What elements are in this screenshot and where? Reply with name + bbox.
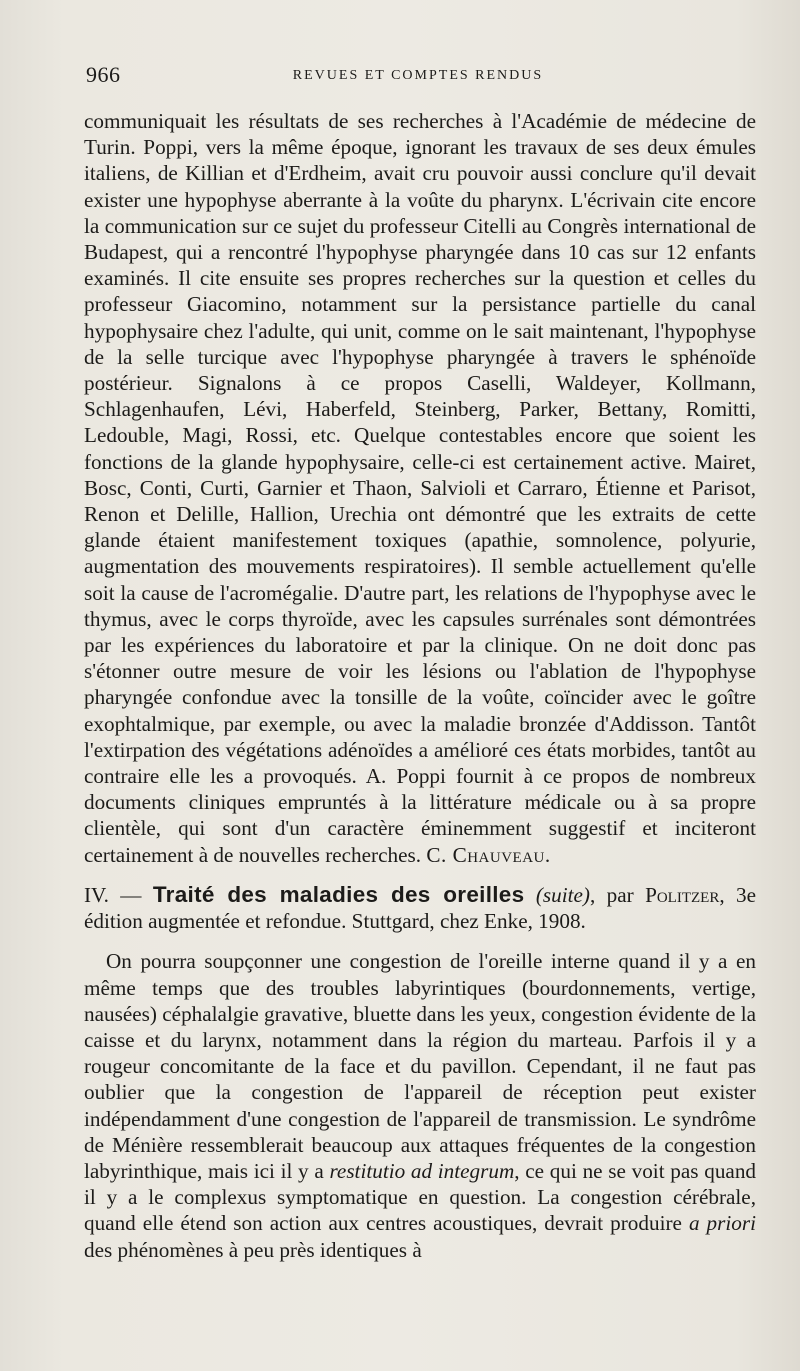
italic-a-priori: a priori [688,1211,756,1236]
running-head: REVUES ET COMPTES RENDUS [292,68,544,83]
section-author: Politzer [645,882,720,907]
page-header [86,62,750,92]
section-suite: (suite) [535,882,590,907]
paragraph2-part2: , ce qui ne se voit pas quand il y a le complexus symptomatique en question. La congestion cérébrale, quand elle étend son action aux centres acoustiques, devrait produire [84,1158,757,1236]
page-number: 966 [86,62,121,87]
section-numeral: IV. — [84,882,153,907]
paragraph2-part3: des phénomènes à peu près identiques à [84,1237,422,1262]
section-by: , par [589,882,646,907]
paragraph-text: communiquait les résultats de ses recherches à l'Académie de médecine de Turin. Poppi, vers la même époque, ignorant les travaux de ses deux émules italiens, de Killian et d'Erdheim, avait cru pouvoir aussi conclure qu'il devait exister une hypophyse aberrante à la voûte du pharynx. L'écrivain cite encore la communication sur ce sujet du professeur Citelli au Congrès international de Budapest, qui a rencontré l'hypophyse pharyngée dans 10 cas sur 12 enfants examinés. Il cite ensuite ses propres recherches sur la question et celles du professeur Giacomino, notamment sur la persistance partielle du canal hypophysaire chez l'adulte, qui unit, comme on le sait maintenant, l'hypophyse de la selle turcique avec l'hypophyse pharyngée à travers le sphénoïde postérieur. Signalons à ce propos Caselli, Waldeyer, Kollmann, Schlagenhaufen, Lévi, Haberfeld, Steinberg, Parker, Bettany, Romitti, Ledouble, Magi, Rossi, etc. Quelque contestables encore que soient les fonctions de la glande hypophysaire, celle-ci est certainement active. Mairet, Bosc, Conti, Curti, Garnier et Thaon, Salvioli et Carraro, Étienne et Parisot, Renon et Delille, Hallion, Urechia ont démontré que les extraits de cette glande étaient manifestement toxiques (apathie, somnolence, polyurie, augmentation des mouvements respiratoires). Il semble actuellement qu'elle soit la cause de l'acromégalie. D'autre part, les relations de l'hypophyse avec le thymus, avec le corps thyroïde, avec les capsules surrénales sont démontrées par les expériences du laboratoire et par la clinique. On ne doit donc pas s'étonner outre mesure de voir les lésions ou l'ablation de l'hypophyse pharyngée confondue avec la tonsille de la voûte, coïncider avec le goître exophtalmique, par exemple, ou avec la maladie bronzée d'Addisson. Tantôt l'extirpation des végétations adénoïdes a amélioré ces états morbides, tantôt au contraire elle les a provoqués. A. Poppi fournit à ce propos de nombreux documents cliniques empruntés à la littérature médicale ou à sa propre clientèle, qui sont d'un caractère éminemment suggestif et inciteront certainement à de nouvelles recherches. [84,109,756,867]
italic-restitutio: restitutio ad integrum [329,1158,515,1183]
paragraph-ear-congestion [84,948,756,1262]
paragraph2-part1: On pourra soupçonner une congestion de l'oreille interne quand il y a en même temps que des troubles labyrintiques (bourdonnements, vertige, nausées) céphalalgie gravative, bluette dans les yeux, congestion évidente de la caisse et du larynx, notamment dans la région du marteau. Parfois il y a rougeur concomitante de la face et du pavillon. Cependant, il ne faut pas oublier que la congestion de l'appareil de réception peut exister indépendamment d'une congestion de l'appareil de transmission. Le syndrôme de Ménière ressemblerait beaucoup aux attaques fréquentes de la congestion labyrinthique, mais ici il y a [84,949,756,1183]
section-heading [84,882,756,934]
section-title: Traité des maladies des oreilles [152,881,525,907]
paragraph-review-poppi [84,108,756,868]
section-details: , 3e édition augmentée et refondue. Stuttgard, chez Enke, 1908. [84,882,757,934]
author-signature: C. Chauveau. [426,842,551,867]
page-body [84,108,756,1263]
